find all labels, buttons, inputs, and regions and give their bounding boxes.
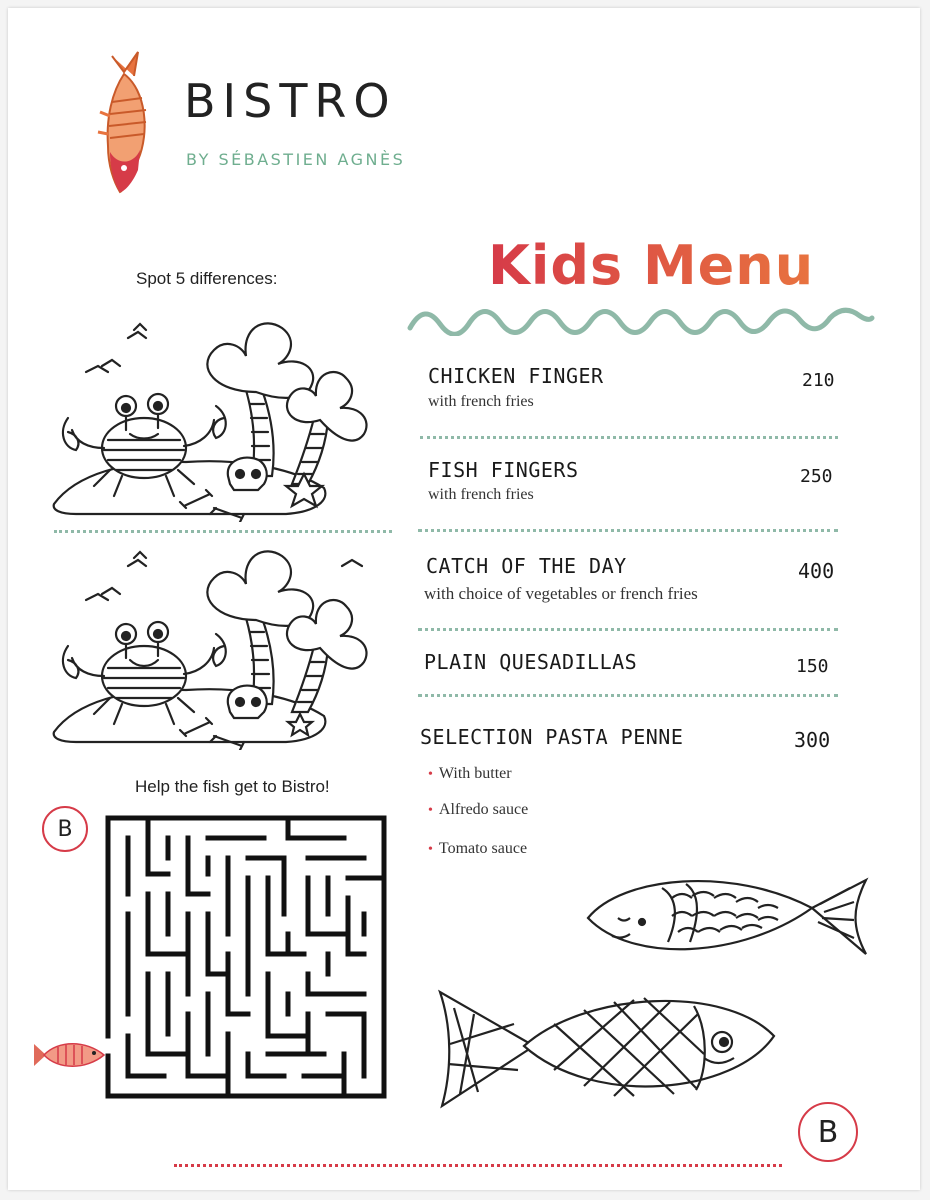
menu-item-price: 400 [798, 559, 835, 583]
maze-caption: Help the fish get to Bistro! [135, 777, 330, 796]
pasta-option: • Tomato sauce [428, 840, 528, 857]
menu-item-price: 250 [800, 466, 833, 487]
menu-item-price: 210 [802, 370, 835, 391]
fish-logo-icon [94, 42, 158, 202]
item-divider [418, 628, 838, 631]
footer-badge [798, 1102, 858, 1162]
menu-item-name: CHICKEN FINGER [428, 364, 604, 388]
maze-goal-letter: B [57, 816, 73, 842]
menu-item-description: with choice of vegetables or french fries [424, 584, 698, 603]
pasta-option: • With butter [428, 765, 512, 782]
fish-drawing-lower [434, 984, 780, 1116]
footer-divider [174, 1164, 782, 1167]
menu-page [8, 8, 920, 1190]
pasta-option: • Alfredo sauce [428, 801, 529, 818]
menu-item-name: PLAIN QUESADILLAS [424, 650, 638, 674]
menu-item-price: 300 [794, 728, 831, 752]
picture-divider [54, 530, 392, 533]
differences-caption: Spot 5 differences: [136, 269, 278, 288]
menu-item-price: 150 [796, 656, 829, 677]
menu-item-name: FISH FINGERS [428, 458, 579, 482]
island-picture-bottom [46, 536, 392, 750]
menu-item-description: with french fries [428, 486, 534, 503]
brand-subtitle: BY SÉBASTIEN AGNÈS [186, 150, 406, 169]
menu-item-name: SELECTION PASTA PENNE [420, 725, 684, 749]
item-divider [418, 529, 838, 532]
maze-goal-badge [42, 806, 88, 852]
item-divider [420, 436, 838, 439]
brand-name: BISTRO [184, 74, 397, 128]
menu-item-name: CATCH OF THE DAY [426, 554, 627, 578]
menu-title: Kids Menu [488, 234, 815, 297]
item-divider [418, 694, 838, 697]
maze [104, 814, 388, 1100]
menu-item-description: with french fries [428, 393, 534, 410]
island-picture-top [46, 308, 392, 522]
wavy-divider [406, 302, 876, 336]
small-fish-icon [30, 1038, 108, 1072]
footer-badge-letter: B [817, 1114, 839, 1150]
fish-drawing-upper [582, 868, 872, 960]
